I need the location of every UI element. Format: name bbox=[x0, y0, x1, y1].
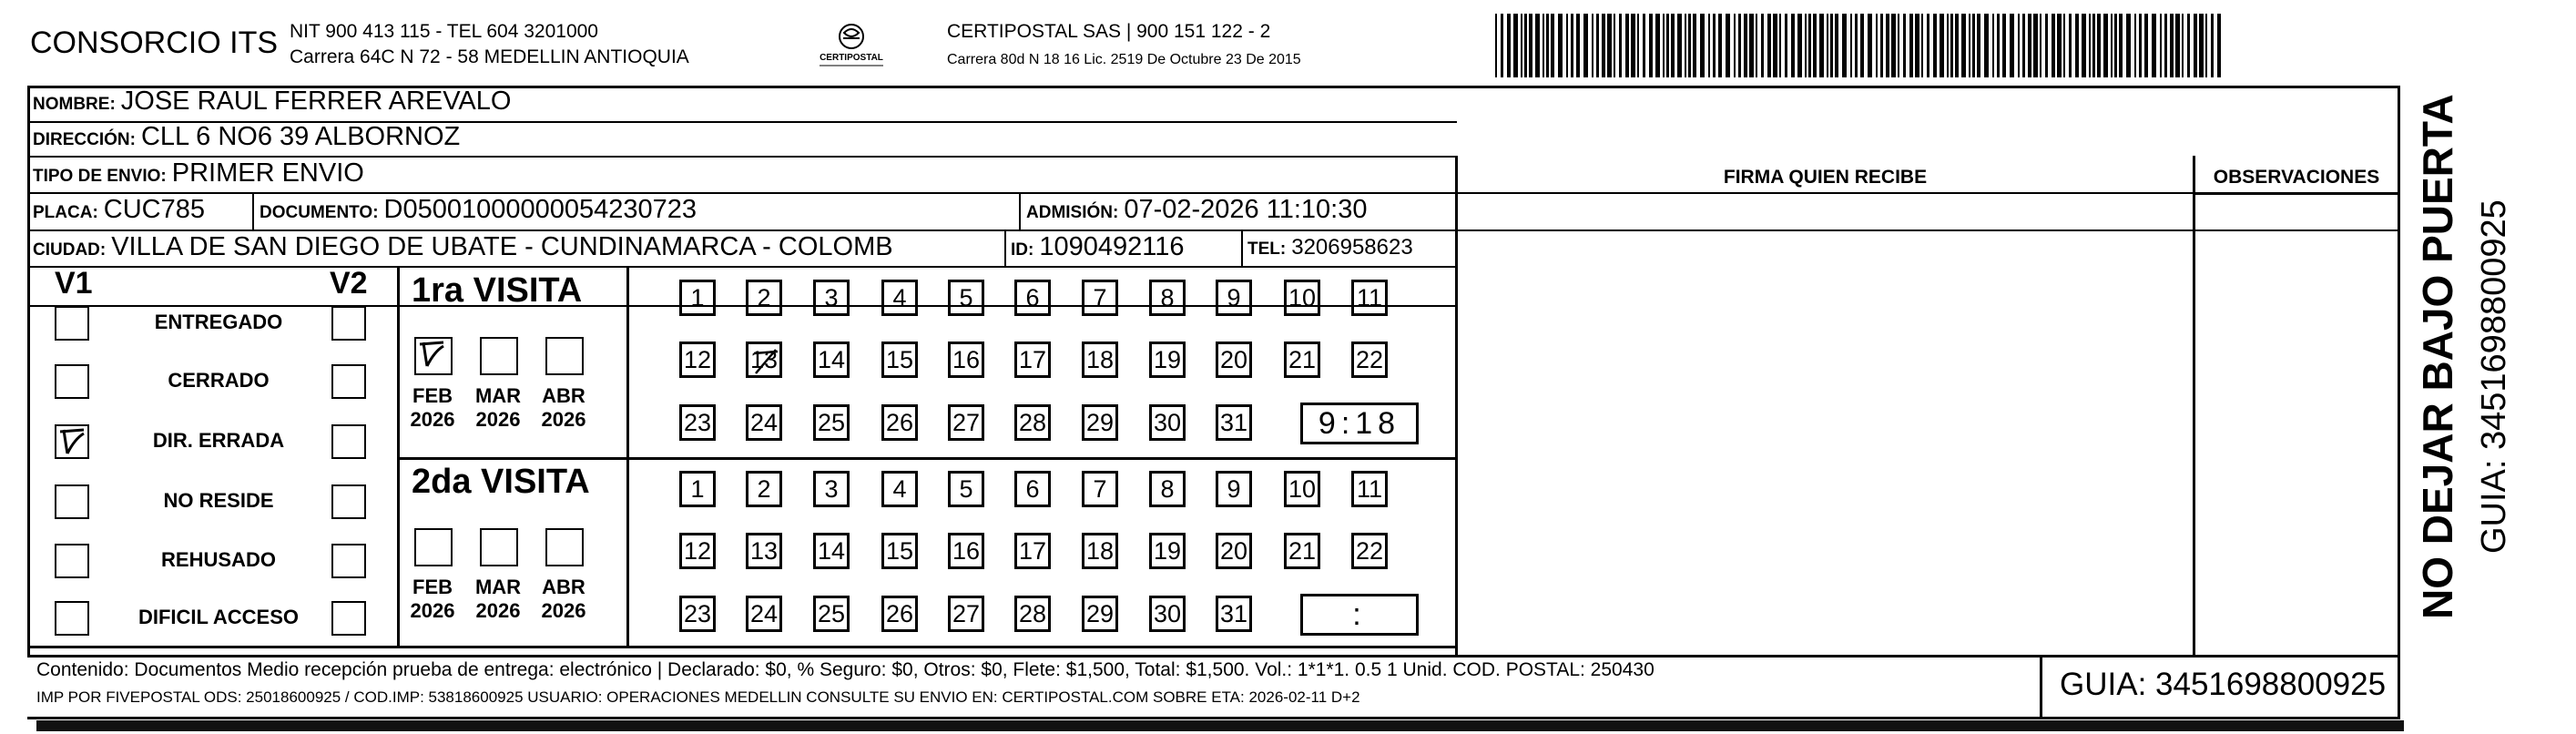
month-name: MAR bbox=[474, 576, 522, 598]
day-box[interactable]: 4 bbox=[881, 280, 918, 316]
month-year: 2026 bbox=[410, 599, 455, 622]
month-label bbox=[536, 576, 591, 623]
month-label bbox=[405, 576, 460, 623]
status-option-label: CERRADO bbox=[168, 369, 270, 392]
month-checkbox[interactable] bbox=[545, 337, 584, 375]
tel-label: TEL: bbox=[1247, 240, 1287, 259]
time-box[interactable]: 9:18 bbox=[1300, 403, 1419, 444]
day-box[interactable]: 21 bbox=[1284, 533, 1320, 569]
visit-title: 1ra VISITA bbox=[412, 271, 583, 310]
month-year: 2026 bbox=[541, 408, 586, 431]
v1-checkbox[interactable] bbox=[55, 544, 89, 578]
v1-checkbox[interactable] bbox=[55, 424, 89, 459]
day-box[interactable]: 6 bbox=[1014, 280, 1051, 316]
city-value: VILLA DE SAN DIEGO DE UBATE - CUNDINAMARCA - COLOMB bbox=[111, 232, 893, 261]
recipient-name bbox=[33, 87, 511, 117]
document-label: DOCUMENTO: bbox=[260, 203, 379, 222]
day-box[interactable]: 21 bbox=[1284, 342, 1320, 378]
day-box[interactable]: 4 bbox=[881, 471, 918, 507]
name-value: JOSE RAUL FERRER AREVALO bbox=[120, 87, 512, 116]
v1-label: V1 bbox=[55, 266, 93, 301]
signature-column-header: FIRMA QUIEN RECIBE bbox=[1723, 167, 1928, 188]
day-box[interactable]: 29 bbox=[1082, 404, 1118, 441]
day-box[interactable]: 17 bbox=[1014, 342, 1051, 378]
company-nit: NIT 900 413 115 - TEL 604 3201000 bbox=[290, 21, 598, 42]
day-box[interactable]: 16 bbox=[948, 342, 984, 378]
v1-checkbox[interactable] bbox=[55, 601, 89, 636]
day-box[interactable]: 23 bbox=[679, 596, 716, 632]
day-box[interactable]: 31 bbox=[1216, 596, 1252, 632]
day-box[interactable]: 20 bbox=[1216, 342, 1252, 378]
month-name: MAR bbox=[474, 384, 522, 407]
plate-label: PLACA: bbox=[33, 203, 98, 222]
contents-summary: Contenido: Documentos Medio recepción prueba de entrega: electrónico | Declarado: $0, % Seguro: $0, Otros: $0, Flete: $1,500, Total: $1,500. Vol.: 1*1*1. 0.5 1 Unid. COD. POSTAL: 250430 bbox=[36, 659, 1655, 680]
status-option-label: NO RESIDE bbox=[163, 489, 274, 512]
type-label: TIPO DE ENVIO: bbox=[33, 167, 167, 186]
day-box[interactable]: 28 bbox=[1014, 404, 1051, 441]
status-option-label: REHUSADO bbox=[161, 548, 276, 571]
day-box[interactable]: 19 bbox=[1149, 342, 1186, 378]
v2-checkbox[interactable] bbox=[331, 601, 366, 636]
day-box[interactable]: 26 bbox=[881, 404, 918, 441]
day-box[interactable]: 11 bbox=[1351, 471, 1388, 507]
day-box[interactable]: 10 bbox=[1284, 280, 1320, 316]
day-box[interactable]: 14 bbox=[813, 533, 850, 569]
v1-checkbox[interactable] bbox=[55, 364, 89, 399]
side-guia-number: GUIA: 3451698800925 bbox=[2475, 199, 2513, 554]
city-field bbox=[33, 232, 893, 262]
day-box[interactable]: 3 bbox=[813, 280, 850, 316]
status-option-label: ENTREGADO bbox=[154, 311, 283, 333]
status-option-label: DIFICIL ACCESO bbox=[137, 606, 299, 628]
day-box[interactable]: 31 bbox=[1216, 404, 1252, 441]
day-box[interactable]: 18 bbox=[1082, 533, 1118, 569]
day-box[interactable]: 25 bbox=[813, 596, 850, 632]
do-not-leave-under-door-notice: NO DEJAR BAJO PUERTA bbox=[2414, 94, 2461, 619]
day-box[interactable]: 26 bbox=[881, 596, 918, 632]
admission-field bbox=[1026, 195, 1367, 225]
courier-address: Carrera 80d N 18 16 Lic. 2519 De Octubre 23 De 2015 bbox=[947, 52, 1301, 67]
day-box[interactable]: 27 bbox=[948, 596, 984, 632]
v1-checkbox[interactable] bbox=[55, 306, 89, 341]
day-box[interactable]: 22 bbox=[1351, 533, 1388, 569]
month-label bbox=[471, 384, 525, 432]
month-label bbox=[536, 384, 591, 432]
v2-checkbox[interactable] bbox=[331, 424, 366, 459]
day-box[interactable]: 9 bbox=[1216, 471, 1252, 507]
day-box[interactable]: 30 bbox=[1149, 404, 1186, 441]
month-year: 2026 bbox=[475, 599, 521, 622]
day-box[interactable]: 25 bbox=[813, 404, 850, 441]
v2-checkbox[interactable] bbox=[331, 306, 366, 341]
month-label bbox=[405, 384, 460, 432]
barcode bbox=[1495, 14, 2224, 77]
id-label: ID: bbox=[1011, 240, 1034, 260]
day-box[interactable]: 12 bbox=[679, 533, 716, 569]
courier-name: CERTIPOSTAL SAS | 900 151 122 - 2 bbox=[947, 21, 1271, 42]
recipient-address bbox=[33, 122, 460, 152]
day-box[interactable]: 17 bbox=[1014, 533, 1051, 569]
tel-field bbox=[1247, 235, 1413, 260]
address-label: DIRECCIÓN: bbox=[33, 130, 136, 149]
day-box[interactable]: 10 bbox=[1284, 471, 1320, 507]
day-box[interactable]: 18 bbox=[1082, 342, 1118, 378]
company-name: CONSORCIO ITS bbox=[30, 25, 279, 60]
id-field bbox=[1011, 232, 1184, 262]
month-label bbox=[471, 576, 525, 623]
v2-checkbox[interactable] bbox=[331, 484, 366, 519]
day-box[interactable]: 8 bbox=[1149, 471, 1186, 507]
certipostal-logo bbox=[810, 20, 892, 73]
day-box[interactable]: 13 bbox=[746, 533, 782, 569]
day-box[interactable]: 22 bbox=[1351, 342, 1388, 378]
address-value: CLL 6 NO6 39 ALBORNOZ bbox=[140, 122, 461, 151]
plate-value: CUC785 bbox=[103, 195, 205, 224]
month-checkbox[interactable] bbox=[480, 337, 518, 375]
day-box[interactable]: 24 bbox=[746, 596, 782, 632]
day-box[interactable]: 7 bbox=[1082, 280, 1118, 316]
id-value: 1090492116 bbox=[1039, 232, 1185, 261]
day-box[interactable]: 9 bbox=[1216, 280, 1252, 316]
observations-column-header: OBSERVACIONES bbox=[2213, 167, 2380, 188]
day-box[interactable]: 29 bbox=[1082, 596, 1118, 632]
day-box[interactable]: 20 bbox=[1216, 533, 1252, 569]
day-box[interactable]: 16 bbox=[948, 533, 984, 569]
day-box[interactable]: 19 bbox=[1149, 533, 1186, 569]
name-label: NOMBRE: bbox=[33, 95, 116, 114]
day-box[interactable]: 27 bbox=[948, 404, 984, 441]
month-year: 2026 bbox=[410, 408, 455, 431]
day-box[interactable]: 1 bbox=[679, 280, 716, 316]
month-checkbox[interactable] bbox=[545, 528, 584, 566]
month-name: ABR bbox=[542, 576, 585, 598]
day-box[interactable]: 5 bbox=[948, 280, 984, 316]
month-name: ABR bbox=[542, 384, 585, 407]
day-box[interactable]: 12 bbox=[679, 342, 716, 378]
v2-label: V2 bbox=[330, 266, 368, 301]
visit-title: 2da VISITA bbox=[412, 463, 590, 501]
month-year: 2026 bbox=[475, 408, 521, 431]
type-value: PRIMER ENVIO bbox=[171, 158, 364, 188]
day-box[interactable]: 11 bbox=[1351, 280, 1388, 316]
month-name: FEB bbox=[412, 576, 453, 598]
month-checkbox[interactable] bbox=[480, 528, 518, 566]
day-box[interactable]: 23 bbox=[679, 404, 716, 441]
day-box[interactable]: 5 bbox=[948, 471, 984, 507]
day-box[interactable]: 15 bbox=[881, 342, 918, 378]
status-option-label: DIR. ERRADA bbox=[152, 429, 285, 452]
v1-checkbox[interactable] bbox=[55, 484, 89, 519]
document-value: D05001000000054230723 bbox=[383, 195, 697, 224]
admission-label: ADMISIÓN: bbox=[1026, 203, 1119, 222]
day-box[interactable]: 6 bbox=[1014, 471, 1051, 507]
day-box[interactable]: 28 bbox=[1014, 596, 1051, 632]
print-info: IMP POR FIVEPOSTAL ODS: 25018600925 / COD.IMP: 53818600925 USUARIO: OPERACIONES MEDELLIN CONSULTE SU ENVIO EN: CERTIPOSTAL.COM SOBRE ETA: 2026-02-11 D+2 bbox=[36, 688, 1360, 706]
company-address: Carrera 64C N 72 - 58 MEDELLIN ANTIOQUIA bbox=[290, 46, 689, 67]
guia-number: GUIA: 3451698800925 bbox=[2060, 667, 2387, 702]
time-box[interactable]: : bbox=[1300, 594, 1419, 636]
day-box[interactable]: 24 bbox=[746, 404, 782, 441]
day-box[interactable]: 30 bbox=[1149, 596, 1186, 632]
day-box[interactable]: 14 bbox=[813, 342, 850, 378]
plate-field bbox=[33, 195, 205, 225]
v2-checkbox[interactable] bbox=[331, 544, 366, 578]
city-label: CIUDAD: bbox=[33, 240, 107, 260]
month-checkbox[interactable] bbox=[414, 337, 453, 375]
v2-checkbox[interactable] bbox=[331, 364, 366, 399]
day-box[interactable]: 2 bbox=[746, 471, 782, 507]
day-box[interactable]: 3 bbox=[813, 471, 850, 507]
month-checkbox[interactable] bbox=[414, 528, 453, 566]
day-box[interactable]: 7 bbox=[1082, 471, 1118, 507]
month-year: 2026 bbox=[541, 599, 586, 622]
admission-value: 07-02-2026 11:10:30 bbox=[1124, 195, 1368, 224]
svg-text:CERTIPOSTAL: CERTIPOSTAL bbox=[820, 53, 883, 63]
document-field bbox=[260, 195, 697, 225]
day-box[interactable]: 1 bbox=[679, 471, 716, 507]
shipment-type bbox=[33, 158, 364, 189]
day-box[interactable]: 15 bbox=[881, 533, 918, 569]
day-box[interactable]: 13 bbox=[746, 342, 782, 378]
day-box[interactable]: 8 bbox=[1149, 280, 1186, 316]
month-name: FEB bbox=[412, 384, 453, 407]
day-box[interactable]: 2 bbox=[746, 280, 782, 316]
tel-value: 3206958623 bbox=[1291, 235, 1413, 260]
